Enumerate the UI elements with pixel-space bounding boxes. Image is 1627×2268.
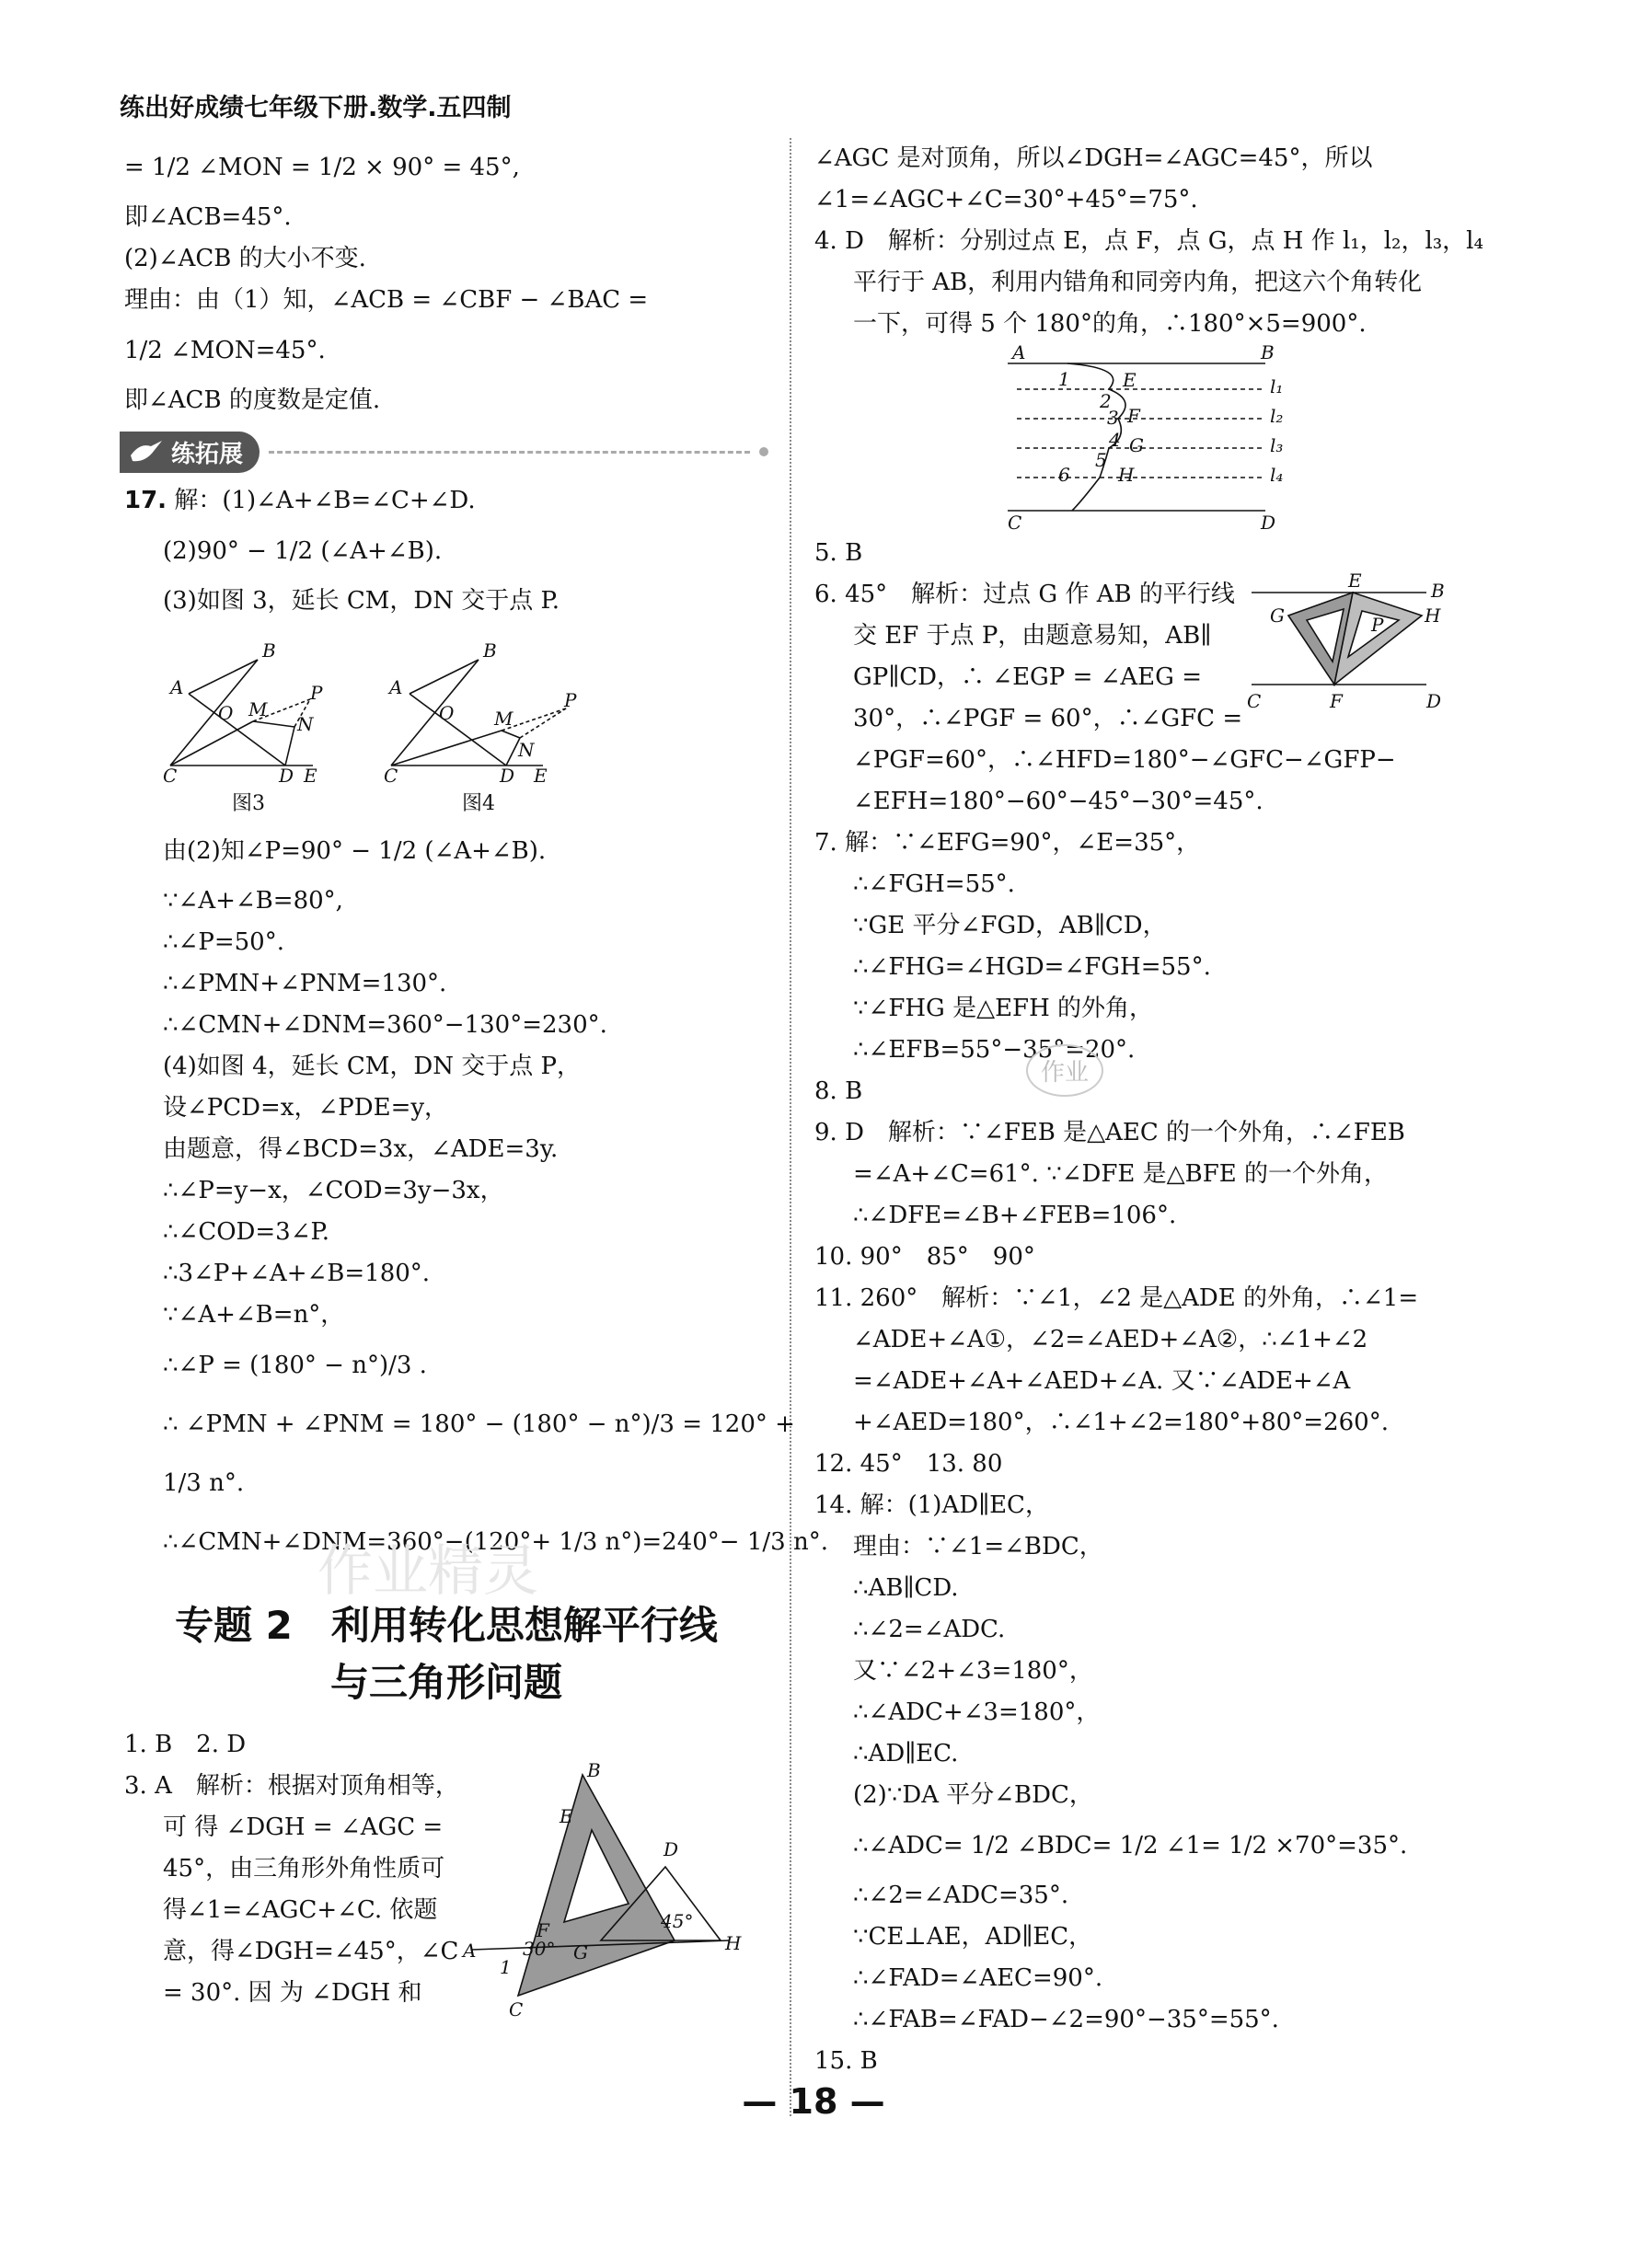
- q17-line: ∴∠P = (180° − n°)/3 .: [163, 1352, 427, 1379]
- svg-text:H: H: [724, 1932, 742, 1954]
- text-line: 1/2 ∠MON=45°.: [124, 337, 326, 364]
- q6-line: GP∥CD，∴ ∠EGP = ∠AEG =: [853, 663, 1202, 691]
- svg-text:B: B: [586, 1759, 601, 1781]
- svg-text:C: C: [508, 1998, 524, 2020]
- svg-text:H: H: [1118, 464, 1135, 486]
- q6-line: ∠EFH=180°−60°−45°−30°=45°.: [853, 788, 1264, 815]
- svg-text:30°: 30°: [522, 1938, 556, 1960]
- svg-text:E: E: [534, 765, 548, 787]
- svg-text:G: G: [1270, 604, 1286, 627]
- q17-line: ∴∠P=y−x，∠COD=3y−3x，: [163, 1177, 504, 1204]
- answer-line: 5. B: [814, 539, 863, 567]
- q17-line: 由(2)知∠P=90° − 1/2 (∠A+∠B).: [163, 837, 547, 865]
- banner-dot: [759, 447, 768, 456]
- q14-line: ∴∠FAB=∠FAD−∠2=90°−35°=55°.: [853, 2006, 1279, 2033]
- q4-line: 一下，可得 5 个 180°的角，∴180°×5=900°.: [853, 310, 1367, 338]
- q3-text: [124, 1766, 459, 2014]
- q3-set-square-diagram: [462, 1759, 742, 2023]
- title-line-2: 与三角形问题: [329, 1660, 562, 1705]
- svg-text:N: N: [297, 713, 314, 735]
- q7-line: ∴∠EFB=55°−35°=20°.: [853, 1036, 1136, 1064]
- svg-text:D: D: [1426, 690, 1442, 712]
- q17-line: ∴ ∠PMN + ∠PNM = 180° − (180° − n°)/3 = 120° +: [163, 1410, 795, 1438]
- q7-line: 7. 解：∵∠EFG=90°，∠E=35°，: [814, 829, 1201, 857]
- svg-text:O: O: [218, 702, 234, 724]
- q17-line: [124, 480, 768, 522]
- q4-line: 平行于 AB，利用内错角和同旁内角，把这六个角转化: [853, 269, 1423, 296]
- svg-text:4: 4: [1109, 429, 1121, 451]
- text-line: ∠AGC 是对顶角，所以∠DGH=∠AGC=45°，所以: [814, 144, 1373, 172]
- q4-parallel-lines-diagram: [814, 341, 1477, 534]
- svg-text:H: H: [1425, 604, 1441, 627]
- svg-text:M: M: [248, 698, 268, 720]
- q17-line: ∴∠CMN+∠DNM=360°−(120°+ 1/3 n°)=240°− 1/3 n°.: [163, 1528, 828, 1556]
- q3-line: 45°，由三角形外角性质可: [163, 1855, 445, 1882]
- q3-line: 得∠1=∠AGC+∠C. 依题: [163, 1896, 438, 1924]
- q6-line: 交 EF 于点 P，由题意易知，AB∥: [853, 622, 1212, 650]
- q3-line: 3. A 解析：根据对顶角相等，: [124, 1772, 459, 1800]
- q14-line: (2)∵DA 平分∠BDC，: [853, 1781, 1093, 1809]
- q14-line: 又∵∠2+∠3=180°，: [853, 1657, 1093, 1685]
- title-line-1: 专题 2 利用转化思想解平行线: [175, 1603, 718, 1648]
- figure-4-diagram: [373, 627, 584, 787]
- answer-line: 12. 45° 13. 80: [814, 1450, 1003, 1478]
- q3-line: 可 得 ∠DGH = ∠AGC =: [163, 1813, 444, 1841]
- svg-text:D: D: [663, 1838, 678, 1860]
- svg-text:G: G: [1129, 434, 1144, 456]
- figures-3-4: [152, 627, 768, 816]
- left-column: [124, 138, 828, 2023]
- q17-line: 由题意，得∠BCD=3x，∠ADE=3y.: [163, 1135, 559, 1163]
- svg-text:E: E: [1348, 570, 1362, 592]
- q14-line: 理由：∵∠1=∠BDC，: [853, 1533, 1103, 1560]
- q17-line: ∴∠P=50°.: [163, 928, 284, 956]
- q14-line: ∴AD∥EC.: [853, 1740, 959, 1767]
- q14-line: ∴∠2=∠ADC=35°.: [853, 1882, 1069, 1909]
- q17-line: (3)如图 3，延长 CM，DN 交于点 P.: [163, 587, 560, 615]
- page-number-value: 18: [789, 2081, 838, 2122]
- text-line: 即∠ACB 的度数是定值.: [124, 386, 381, 414]
- q14-line: ∴AB∥CD.: [853, 1574, 959, 1602]
- figure-3: [152, 627, 345, 816]
- q14-line: 14. 解：(1)AD∥EC，: [814, 1491, 1049, 1519]
- svg-text:B: B: [262, 639, 276, 662]
- svg-text:P: P: [1371, 614, 1384, 636]
- q17-line: ∴∠PMN+∠PNM=130°.: [163, 970, 447, 997]
- svg-text:D: D: [279, 765, 294, 787]
- figure-caption: 图4: [462, 792, 495, 815]
- q7-line: ∵∠FHG 是△EFH 的外角，: [853, 995, 1154, 1022]
- q6-text: [814, 574, 1242, 740]
- svg-text:P: P: [564, 689, 577, 711]
- text-line: 即∠ACB=45°.: [124, 203, 292, 231]
- q6-line: 6. 45° 解析：过点 G 作 AB 的平行线: [814, 581, 1235, 608]
- runner-icon: [127, 435, 166, 466]
- svg-text:B: B: [483, 639, 497, 662]
- q17-line: 设∠PCD=x，∠PDE=y，: [163, 1094, 449, 1122]
- svg-text:A: A: [1012, 341, 1026, 363]
- q17-text: 解：(1)∠A+∠B=∠C+∠D.: [174, 487, 476, 514]
- q14-line: ∴∠ADC= 1/2 ∠BDC= 1/2 ∠1= 1/2 ×70°=35°.: [853, 1832, 1408, 1859]
- q14-line: ∴∠2=∠ADC.: [853, 1616, 1006, 1643]
- q11-line: ∠ADE+∠A①，∠2=∠AED+∠A②，∴∠1+∠2: [853, 1326, 1368, 1353]
- q7-line: ∵GE 平分∠FGD，AB∥CD，: [853, 912, 1167, 939]
- q17-line: ∵∠A+∠B=n°，: [163, 1301, 345, 1329]
- svg-text:l₄: l₄: [1270, 464, 1284, 486]
- svg-text:3: 3: [1107, 407, 1119, 429]
- q7-line: ∴∠FGH=55°.: [853, 870, 1015, 898]
- text-line: ∠1=∠AGC+∠C=30°+45°=75°.: [814, 186, 1198, 213]
- banner-label: [120, 432, 260, 473]
- svg-text:l₂: l₂: [1270, 405, 1284, 427]
- q17-line: (2)90° − 1/2 (∠A+∠B).: [163, 537, 443, 565]
- svg-text:N: N: [518, 739, 535, 761]
- figure-4: [373, 627, 584, 816]
- section-banner: [120, 431, 768, 473]
- svg-text:C: C: [1008, 512, 1022, 534]
- svg-text:G: G: [572, 1941, 588, 1963]
- page-number: — 18 —: [742, 2081, 885, 2122]
- svg-text:C: C: [384, 765, 398, 787]
- svg-text:E: E: [304, 765, 317, 787]
- svg-text:P: P: [310, 682, 323, 704]
- q6-block: [814, 570, 1477, 740]
- svg-text:F: F: [536, 1919, 549, 1941]
- q7-line: ∴∠FHG=∠HGD=∠FGH=55°.: [853, 953, 1211, 981]
- svg-text:M: M: [494, 708, 513, 730]
- section-title: [124, 1597, 768, 1711]
- q3-line: = 30°. 因 为 ∠DGH 和: [163, 1979, 422, 2007]
- q9-line: 9. D 解析：∵∠FEB 是△AEC 的一个外角，∴∠FEB: [814, 1119, 1405, 1146]
- text-line: = 1/2 ∠MON = 1/2 × 90° = 45°,: [124, 154, 520, 181]
- banner-text: 练拓展: [171, 440, 244, 468]
- svg-text:A: A: [389, 676, 403, 698]
- svg-text:B: B: [1261, 341, 1275, 363]
- svg-text:5: 5: [1095, 449, 1107, 471]
- q14-line: ∴∠FAD=∠AEC=90°.: [853, 1964, 1103, 1992]
- q3-block: [124, 1759, 768, 2023]
- text-line: (2)∠ACB 的大小不变.: [124, 245, 366, 272]
- q17-line: (4)如图 4，延长 CM，DN 交于点 P，: [163, 1053, 582, 1080]
- q17-line: ∴∠CMN+∠DNM=360°−130°=230°.: [163, 1011, 607, 1039]
- svg-text:1: 1: [1058, 368, 1070, 390]
- answer-line: 10. 90° 85° 90°: [814, 1243, 1035, 1271]
- q14-line: ∴∠ADC+∠3=180°，: [853, 1698, 1101, 1726]
- q3-line: 意，得∠DGH=∠45°，∠C: [163, 1938, 459, 1965]
- stamp-watermark: 作业: [1026, 1044, 1103, 1097]
- right-column: [814, 138, 1483, 2082]
- svg-text:O: O: [439, 702, 455, 724]
- svg-text:A: A: [462, 1940, 477, 1962]
- q14-line: ∵CE⊥AE，AD∥EC，: [853, 1923, 1093, 1951]
- svg-text:F: F: [1330, 690, 1344, 712]
- svg-text:2: 2: [1100, 390, 1112, 412]
- svg-text:D: D: [500, 765, 515, 787]
- q6-line: 30°，∴∠PGF = 60°，∴∠GFC =: [853, 705, 1243, 732]
- svg-text:C: C: [163, 765, 178, 787]
- svg-text:C: C: [1247, 690, 1262, 712]
- answer-line: 15. B: [814, 2047, 878, 2075]
- svg-text:E: E: [1123, 369, 1137, 391]
- q17-line: 1/3 n°.: [163, 1469, 245, 1497]
- column-divider: [790, 138, 791, 2116]
- q17-line: ∴∠COD=3∠P.: [163, 1218, 329, 1246]
- page-header: 练出好成绩七年级下册.数学.五四制: [120, 94, 512, 122]
- svg-text:B: B: [1431, 580, 1445, 602]
- question-number: 17.: [124, 487, 167, 514]
- svg-text:A: A: [170, 676, 184, 698]
- svg-text:1: 1: [499, 1956, 512, 1978]
- svg-text:F: F: [1127, 405, 1140, 427]
- svg-text:l₁: l₁: [1270, 375, 1284, 397]
- q11-line: 11. 260° 解析：∵∠1，∠2 是△ADE 的外角，∴∠1=: [814, 1284, 1419, 1312]
- q6-line: ∠PGF=60°，∴∠HFD=180°−∠GFC−∠GFP−: [853, 746, 1396, 774]
- figure-3-diagram: [152, 627, 345, 787]
- svg-text:45°: 45°: [660, 1910, 694, 1932]
- svg-text:E: E: [559, 1805, 573, 1827]
- text-line: 理由：由（1）知，∠ACB = ∠CBF − ∠BAC =: [124, 286, 649, 314]
- svg-text:D: D: [1261, 512, 1276, 534]
- q17-line: ∴3∠P+∠A+∠B=180°.: [163, 1260, 431, 1287]
- q9-line: =∠A+∠C=61°. ∵∠DFE 是△BFE 的一个外角，: [853, 1160, 1389, 1188]
- svg-text:6: 6: [1058, 464, 1070, 486]
- q17-line: ∵∠A+∠B=80°,: [163, 887, 343, 915]
- banner-dashes: [269, 451, 750, 454]
- watermark: 作业精灵: [317, 1539, 538, 1604]
- answer-line: 1. B 2. D: [124, 1731, 247, 1758]
- figure-caption: 图3: [232, 792, 265, 815]
- answer-line: 8. B: [814, 1077, 863, 1105]
- q6-diagram: [1242, 570, 1454, 721]
- q9-line: ∴∠DFE=∠B+∠FEB=106°.: [853, 1202, 1177, 1229]
- q4-line: 4. D 解析：分别过点 E，点 F，点 G，点 H 作 l₁，l₂，l₃，l₄: [814, 227, 1483, 255]
- svg-text:l₃: l₃: [1270, 434, 1284, 456]
- q11-line: +∠AED=180°，∴∠1+∠2=180°+80°=260°.: [853, 1409, 1389, 1436]
- q11-line: =∠ADE+∠A+∠AED+∠A. 又∵∠ADE+∠A: [853, 1367, 1351, 1395]
